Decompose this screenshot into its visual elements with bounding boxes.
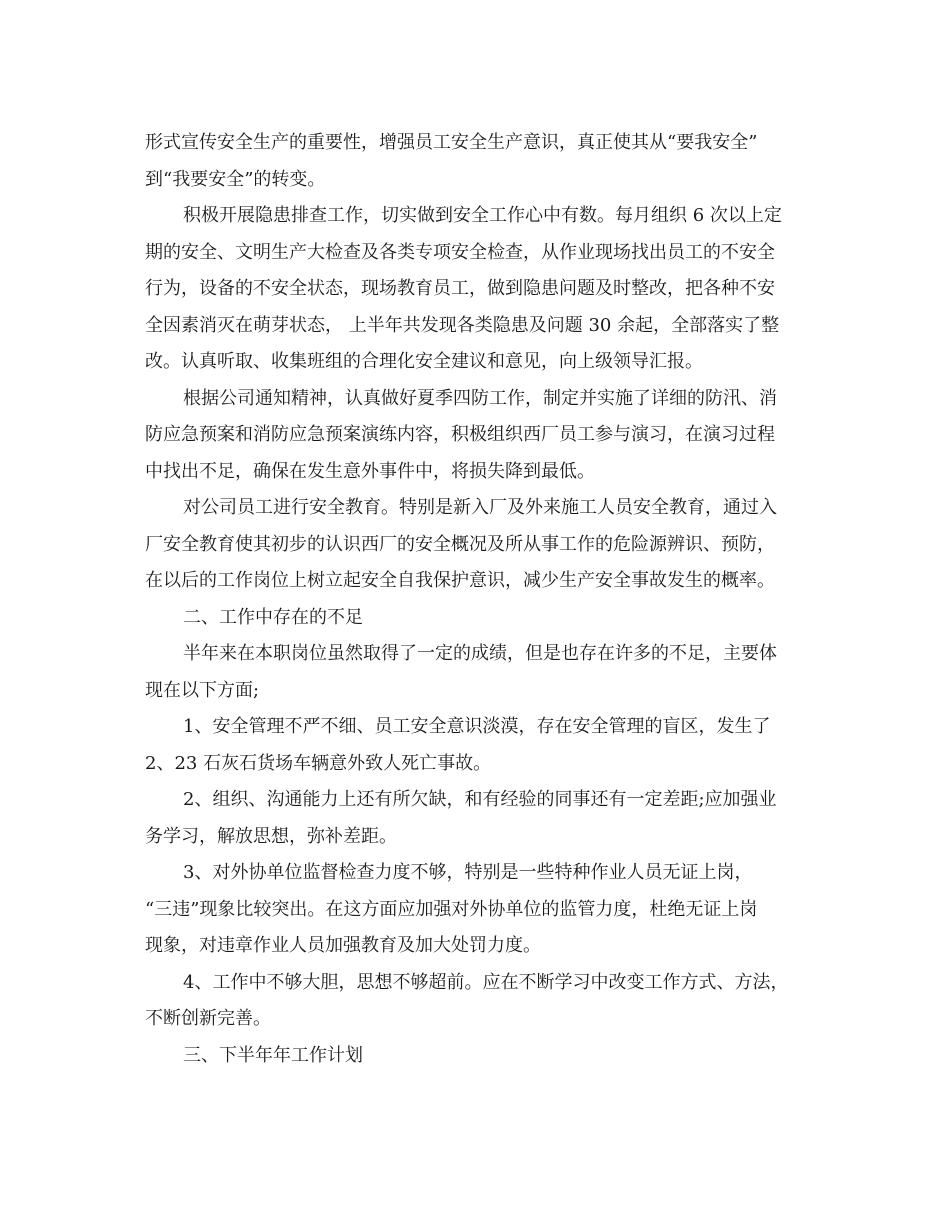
text-line: 3、对外协单位监督检查力度不够，特别是一些特种作业人员无证上岗， <box>183 862 753 883</box>
paragraph <box>145 381 805 491</box>
text-line: 对公司员工进行安全教育。特别是新入厂及外来施工人员安全教育，通过入 <box>183 497 777 518</box>
text-line: 期的安全、文明生产大检查及各类专项安全检查，从作业现场找出员工的不安全 <box>145 241 775 263</box>
paragraph <box>145 125 805 198</box>
text-line: 现在以下方面; <box>145 679 260 701</box>
text-line: 形式宣传安全生产的重要性，增强员工安全生产意识，真正使其从“要我安全” <box>145 132 758 153</box>
text-line: 4、工作中不够大胆，思想不够超前。应在不断学习中改变工作方式、方法， <box>183 971 789 993</box>
text-line: 二、工作中存在的不足 <box>183 606 363 628</box>
text-line: “三违”现象比较突出。在这方面应加强对外协单位的监管力度，杜绝无证上岗 <box>145 898 758 920</box>
paragraph <box>145 600 805 637</box>
paragraph <box>145 1038 805 1075</box>
text-line: 到“我要安全”的转变。 <box>145 168 326 190</box>
paragraph <box>145 855 805 965</box>
text-line: 现象，对违章作业人员加强教育及加大处罚力度。 <box>145 935 541 956</box>
text-line: 2、组织、沟通能力上还有所欠缺，和有经验的同事还有一定差距;应加强业 <box>183 789 777 810</box>
text-line: 行为，设备的不安全状态，现场教育员工，做到隐患问题及时整改，把各种不安 <box>145 278 775 299</box>
text-line: 在以后的工作岗位上树立起安全自我保护意识，减少生产安全事故发生的概率。 <box>145 570 775 591</box>
text-line: 防应急预案和消防应急预案演练内容，积极组织西厂员工参与演习，在演习过程 <box>145 424 775 445</box>
text-line: 务学习，解放思想，弥补差距。 <box>145 825 397 847</box>
text-line: 2、23 石灰石货场车辆意外致人死亡事故。 <box>145 752 492 774</box>
paragraph <box>145 965 805 1038</box>
text-line: 半年来在本职岗位虽然取得了一定的成绩，但是也存在许多的不足，主要体 <box>183 643 777 664</box>
text-line: 积极开展隐患排查工作，切实做到安全工作心中有数。每月组织 6 次以上定 <box>183 205 782 226</box>
text-line: 中找出不足，确保在发生意外事件中，将损失降到最低。 <box>145 460 595 482</box>
text-line: 不断创新完善。 <box>145 1008 271 1029</box>
paragraph <box>145 782 805 855</box>
text-line: 厂安全教育使其初步的认识西厂的安全概况及所从事工作的危险源辨识、预防， <box>145 533 775 555</box>
text-line: 根据公司通知精神，认真做好夏季四防工作，制定并实施了详细的防汛、消 <box>183 387 777 409</box>
paragraph <box>145 198 805 381</box>
paragraph <box>145 709 805 782</box>
paragraph <box>145 636 805 709</box>
paragraph <box>145 490 805 600</box>
text-line: 全因素消灭在萌芽状态， 上半年共发现各类隐患及问题 30 余起，全部落实了整 <box>145 314 780 336</box>
text-line: 1、安全管理不严不细、员工安全意识淡漠，存在安全管理的盲区，发生了 <box>183 716 771 737</box>
text-line: 改。认真听取、收集班组的合理化安全建议和意见，向上级领导汇报。 <box>145 351 703 372</box>
text-line: 三、下半年年工作计划 <box>183 1044 363 1066</box>
document-body <box>145 125 805 1074</box>
